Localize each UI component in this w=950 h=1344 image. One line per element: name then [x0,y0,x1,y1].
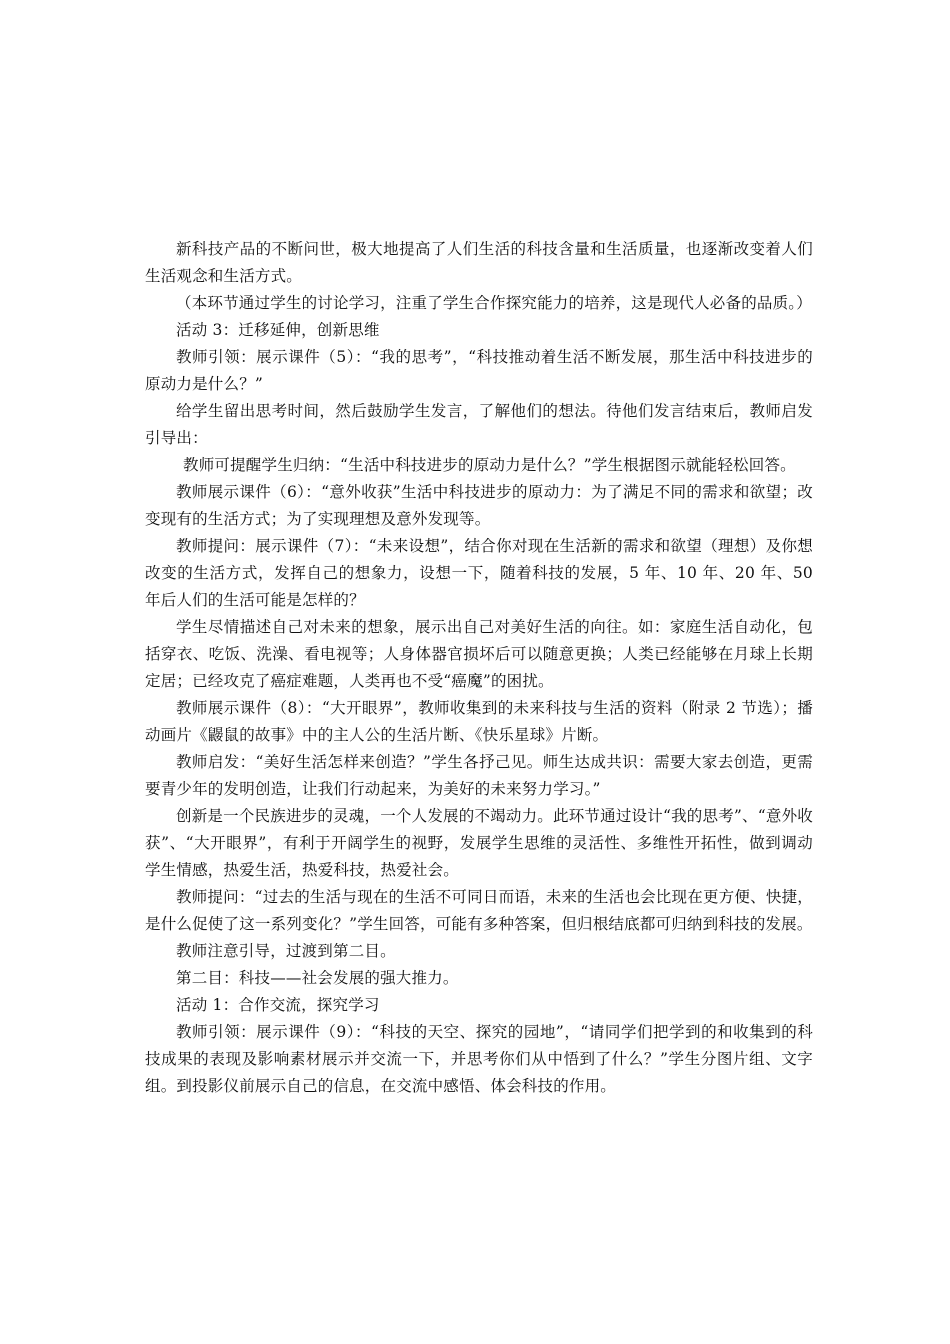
paragraph-transition: 教师注意引导，过渡到第二目。 [176,942,396,960]
paragraph-note: （本环节通过学生的讨论学习，注重了学生合作探究能力的培养，这是现代人必备的品质。） [176,294,812,312]
paragraph-teacher-question: 教师提问：“过去的生活与现在的生活不可同日而语，未来的生活也会比现在更方便、快捷，是什么促使了这一系列变化？”学生回答，可能有多种答案，但归根结底都可归纳到科技的发展。 [145,888,813,933]
paragraph-courseware-8: 教师展示课件（8）：“大开眼界”，教师收集到的未来科技与生活的资料（附录 2 节选）；播动画片《鼹鼠的故事》中的主人公的生活片断、《快乐星球》片断。 [145,699,813,744]
paragraph-activity-1-heading: 活动 1：合作交流，探究学习 [176,996,380,1014]
paragraph-teacher-lead-5: 教师引领：展示课件（5）：“我的思考”，“科技推动着生活不断发展，那生活中科技进步的原动力是什么？” [145,348,813,393]
document-body [145,236,813,1100]
paragraph-courseware-9: 教师引领：展示课件（9）：“科技的天空、探究的园地”，“请同学们把学到的和收集到的科技成果的表现及影响素材展示并交流一下，并思考你们从中悟到了什么？”学生分图片组、文字组。到投影仪前展示自己的信息，在交流中感悟、体会科技的作用。 [145,1023,813,1095]
paragraph-teacher-inspire: 教师启发：“美好生活怎样来创造？”学生各抒己见。师生达成共识：需要大家去创造，更需要青少年的发明创造，让我们行动起来，为美好的未来努力学习。” [145,753,813,798]
paragraph-innovation: 创新是一个民族进步的灵魂，一个人发展的不竭动力。此环节通过设计“我的思考”、“意外收获”、“大开眼界”，有利于开阔学生的视野，发展学生思维的灵活性、多维性开拓性，做到调动学生情感，热爱生活，热爱科技，热爱社会。 [145,807,813,879]
paragraph-section-2-heading: 第二目：科技——社会发展的强大推力。 [176,969,459,987]
paragraph-intro: 新科技产品的不断问世，极大地提高了人们生活的科技含量和生活质量，也逐渐改变着人们生活观念和生活方式。 [145,240,813,285]
paragraph-activity-3-heading: 活动 3：迁移延伸，创新思维 [176,321,380,339]
paragraph-student-imagination: 学生尽情描述自己对未来的想象，展示出自己对美好生活的向往。如：家庭生活自动化，包括穿衣、吃饭、洗澡、看电视等；人身体器官损坏后可以随意更换；人类已经能够在月球上长期定居；已经攻克了癌症难题，人类再也不受“癌魔”的困扰。 [145,618,813,690]
paragraph-summary-prompt: 教师可提醒学生归纳：“生活中科技进步的原动力是什么？”学生根据图示就能轻松回答。 [183,456,796,474]
paragraph-courseware-6: 教师展示课件（6）：“意外收获”生活中科技进步的原动力：为了满足不同的需求和欲望；改变现有的生活方式；为了实现理想及意外发现等。 [145,483,813,528]
paragraph-courseware-7: 教师提问：展示课件（7）：“未来设想”，结合你对现在生活新的需求和欲望（理想）及你想改变的生活方式，发挥自己的想象力，设想一下，随着科技的发展，5 年、10 年、20 年、50 年后人们的生活可能是怎样的？ [145,537,813,609]
paragraph-thinking-time: 给学生留出思考时间，然后鼓励学生发言，了解他们的想法。待他们发言结束后，教师启发引导出： [145,402,813,447]
